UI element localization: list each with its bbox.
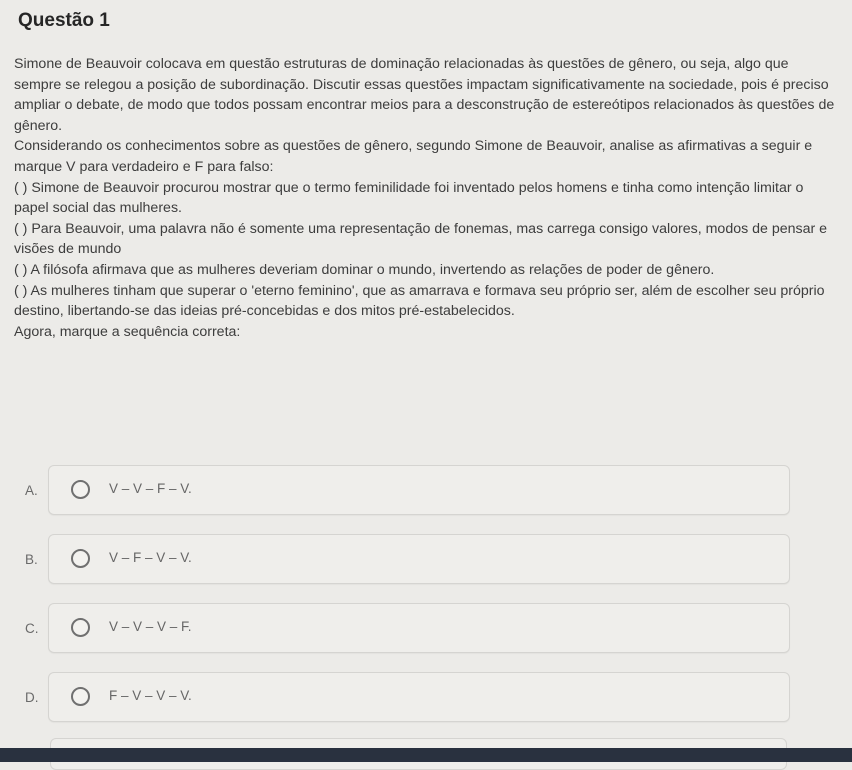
option-box[interactable] [48,603,790,653]
option-box[interactable] [48,465,790,515]
statement-3: ( ) A filósofa afirmava que as mulheres deveriam dominar o mundo, invertendo as relações de poder de gênero. [14,261,715,278]
question-paragraph: Simone de Beauvoir colocava em questão estruturas de dominação relacionadas às questões de gênero, ou seja, algo que sempre se relegou a posição de subordinação. Discutir essas questões impactam significativamente na sociedade, pois é preciso ampliar o debate, de modo que todos possam encontrar meios para a desconstrução de estereótipos relacionados às questões de gênero. [14,56,835,134]
radio-circle-icon[interactable] [71,480,90,499]
option-letter: D. [25,690,39,705]
radio-circle-icon[interactable] [71,618,90,637]
statement-1: ( ) Simone de Beauvoir procurou mostrar que o termo feminilidade foi inventado pelos homens e tinha como intenção limitar o papel social das mulheres. [14,179,804,217]
statement-2: ( ) Para Beauvoir, uma palavra não é somente uma representação de fonemas, mas carrega consigo valores, modos de pensar e visões de mundo [14,220,828,258]
question-title: Questão 1 [18,10,110,31]
statement-4: ( ) As mulheres tinham que superar o 'eterno feminino', que as amarrava e formava seu próprio ser, além de escolher seu próprio destino, libertando-se das ideias pré-concebidas e dos mitos pré-estabelecidos. [14,282,825,320]
option-b[interactable] [0,534,852,588]
question-instruction: Considerando os conhecimentos sobre as questões de gênero, segundo Simone de Beauvoir, analise as afirmativas a seguir e marque V para verdadeiro e F para falso: [14,138,813,175]
option-text: V – V – F – V. [109,481,192,496]
option-a[interactable] [0,465,852,519]
radio-circle-icon[interactable] [71,549,90,568]
radio-circle-icon[interactable] [71,687,90,706]
option-text: V – F – V – V. [109,550,192,565]
option-d[interactable] [0,672,852,726]
option-letter: A. [25,483,38,498]
option-text: F – V – V – V. [109,688,192,703]
option-text: V – V – V – F. [109,619,192,634]
bottom-bar [0,748,852,762]
option-letter: B. [25,552,38,567]
question-body [14,54,836,342]
option-letter: C. [25,621,39,636]
option-c[interactable] [0,603,852,657]
answer-prompt: Agora, marque a sequência correta: [14,323,241,340]
option-box[interactable] [48,672,790,722]
option-box[interactable] [48,534,790,584]
